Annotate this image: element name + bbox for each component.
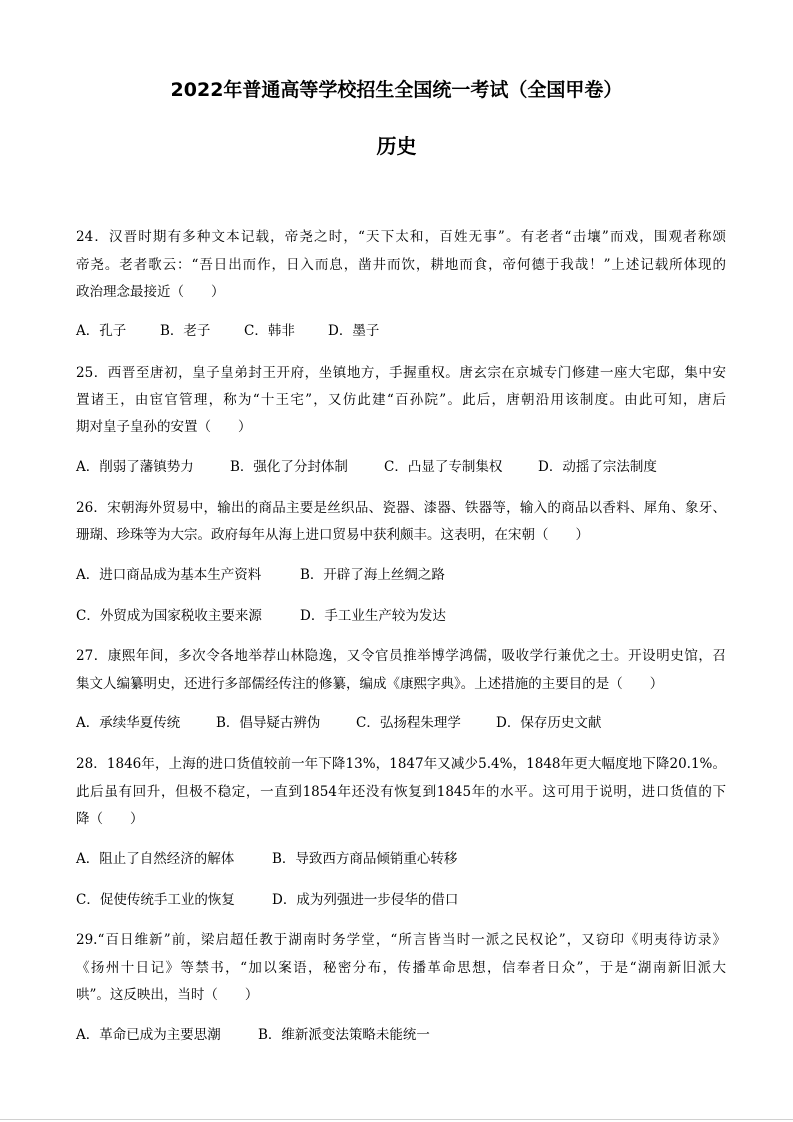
q27-options (76, 713, 726, 733)
q25-options (76, 457, 726, 477)
q28-text-line-3: 降（ ） (76, 811, 144, 827)
q24-text-line-2: 帝尧。老者歌云：“吾日出而作，日入而息，凿井而饮，耕地而食，帝何德于我哉！”上述记载所体现的 (76, 257, 726, 273)
q27-text-line-2: 集文人编纂明史，还进行多部儒经传注的修纂，编成《康熙字典》。上述措施的主要目的是（ ） (76, 676, 664, 692)
q26-options-row-1 (76, 565, 726, 585)
q29-options (76, 1025, 726, 1045)
q28-text-line-1: 28．1846年，上海的进口货值较前一年下降13%，1847年又减少5.4%，1848年更大幅度地下降20.1%。 (76, 756, 726, 772)
q24-option-a[interactable]: A．孔子 (76, 323, 127, 339)
q28-options-row-2 (76, 890, 726, 910)
q24-option-c[interactable]: C．韩非 (244, 323, 295, 339)
q25-text-line-1: 25．西晋至唐初，皇子皇弟封王开府，坐镇地方，手握重权。唐玄宗在京城专门修建一座大宅邸，集中安 (76, 365, 726, 381)
q27-option-a[interactable]: A．承续华夏传统 (76, 715, 181, 731)
q24-text-line-3: 政治理念最接近（ ） (76, 284, 225, 300)
q26-text-line-1: 26．宋朝海外贸易中，输出的商品主要是丝织品、瓷器、漆器、铁器等，输入的商品以香料、犀角、象牙、 (76, 500, 726, 516)
q24-options (76, 321, 726, 341)
q25-text-line-2: 置诸王，由宦官管理，称为“十王宅”，又仿此建“百孙院”。此后，唐朝沿用该制度。由此可知，唐后 (76, 392, 726, 408)
q27-option-c[interactable]: C．弘扬程朱理学 (356, 715, 461, 731)
q24-option-d[interactable]: D．墨子 (328, 323, 380, 339)
q25-option-d[interactable]: D．动摇了宗法制度 (538, 459, 657, 475)
q28-option-c[interactable]: C．促使传统手工业的恢复 (76, 892, 235, 908)
q26-text-line-2: 珊瑚、珍珠等为大宗。政府每年从海上进口贸易中获利颇丰。这表明，在宋朝（ ） (76, 527, 589, 543)
q27-option-b[interactable]: B．倡导疑古辨伪 (216, 715, 321, 731)
q28-option-b[interactable]: B．导致西方商品倾销重心转移 (272, 851, 458, 867)
q28-option-a[interactable]: A．阻止了自然经济的解体 (76, 851, 235, 867)
q26-option-d[interactable]: D．手工业生产较为发达 (300, 608, 446, 624)
q25-text-line-3: 期对皇子皇孙的安置（ ） (76, 419, 252, 435)
exam-title: 2022年普通高等学校招生全国统一考试（全国甲卷） (170, 79, 623, 101)
q29-text-line-3: 哄”。这反映出，当时（ ） (76, 987, 259, 1003)
q29-text-line-2: 《扬州十日记》等禁书，“加以案语，秘密分布，传播革命思想，信奉者日众”，于是“湖南新旧派大 (76, 960, 726, 976)
q26-option-b[interactable]: B．开辟了海上丝绸之路 (300, 567, 445, 583)
q24-text-line-1: 24．汉晋时期有多种文本记载，帝尧之时，“天下太和，百姓无事”。有老者“击壤”而戏，围观者称颂 (76, 229, 726, 245)
q26-option-c[interactable]: C．外贸成为国家税收主要来源 (76, 608, 262, 624)
q26-option-a[interactable]: A．进口商品成为基本生产资料 (76, 567, 262, 583)
q29-option-b[interactable]: B．维新派变法策略未能统一 (258, 1027, 430, 1043)
subject-title: 历史 (376, 134, 417, 158)
q25-option-c[interactable]: C．凸显了专制集权 (384, 459, 503, 475)
q24-option-b[interactable]: B．老子 (160, 323, 211, 339)
q29-option-a[interactable]: A．革命已成为主要思潮 (76, 1027, 221, 1043)
q25-option-a[interactable]: A．削弱了藩镇势力 (76, 459, 194, 475)
q29-text-line-1: 29.“百日维新”前，梁启超任教于湖南时务学堂，“所言皆当时一派之民权论”，又窃印《明夷待访录》 (76, 932, 726, 948)
q28-option-d[interactable]: D．成为列强进一步侵华的借口 (272, 892, 459, 908)
q27-text-line-1: 27．康熙年间，多次令各地举荐山林隐逸，又令官员推举博学鸿儒，吸收学行兼优之士。开设明史馆，召 (76, 648, 726, 664)
page-bottom-rule (0, 1119, 793, 1120)
q28-options-row-1 (76, 849, 726, 869)
q26-options-row-2 (76, 606, 726, 626)
q25-option-b[interactable]: B．强化了分封体制 (230, 459, 348, 475)
q27-option-d[interactable]: D．保存历史文献 (496, 715, 602, 731)
q28-text-line-2: 此后虽有回升，但极不稳定，一直到1854年还没有恢复到1845年的水平。这可用于说明，进口货值的下 (76, 784, 726, 800)
